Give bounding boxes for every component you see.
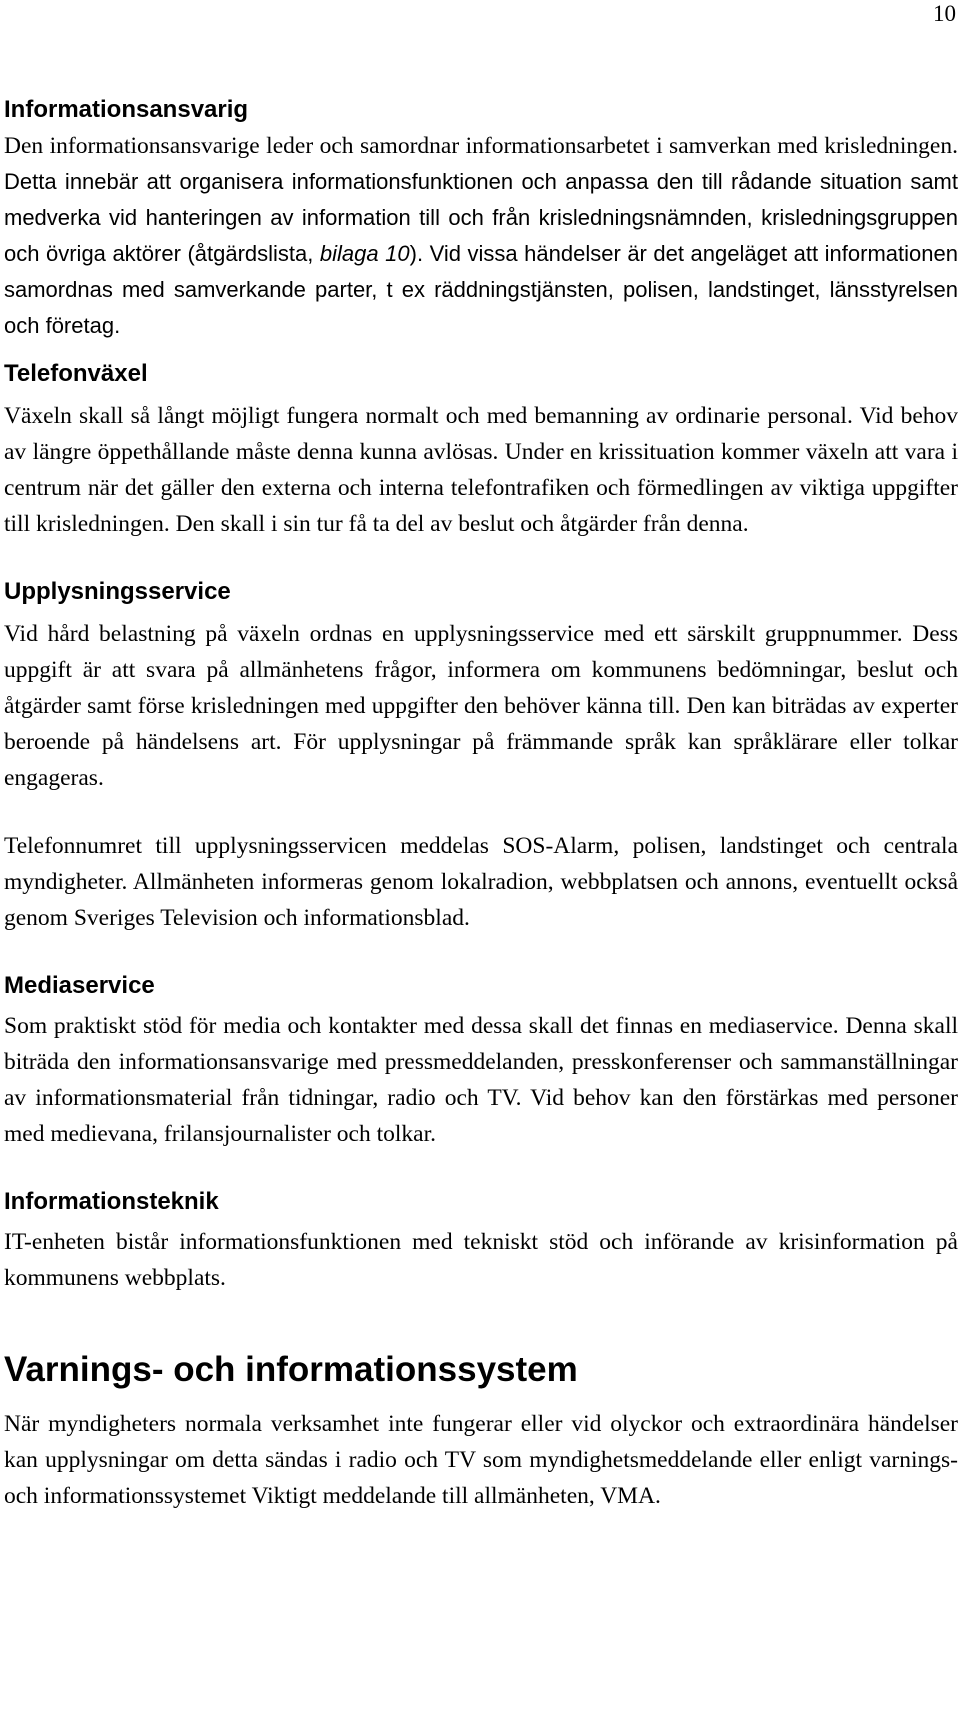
section-heading: Informationsteknik [4,1188,219,1215]
section-heading: Mediaservice [4,972,155,999]
section-telefonvaxel [4,356,958,542]
section-upplysningsservice [4,574,958,936]
section-paragraph: Växeln skall så långt möjligt fungera normalt och med bemanning av ordinarie personal. Vid behov av längre öppethållande måste denna kunna avlösas. Under en krissituation kommer växeln att vara i centrum när det gäller den externa och interna telefontrafiken och förmedlingen av viktiga uppgifter till krisledningen. Den skall i sin tur få ta del av beslut och åtgärder från denna. [4,403,958,537]
page-content [4,92,958,1514]
spacer [4,1152,958,1184]
spacer [4,796,958,828]
spacer [4,1296,958,1348]
section-paragraph: IT-enheten bistår informationsfunktionen med tekniskt stöd och införande av krisinformation på kommunens webbplats. [4,1229,958,1291]
section-paragraph [4,128,958,344]
section-heading: Informationsansvarig [4,96,249,123]
section-paragraph: Telefonnumret till upplysningsservicen meddelas SOS-Alarm, polisen, landstinget och centrala myndigheter. Allmänheten informeras genom lokalradion, webbplatsen och annons, eventuellt också genom Sveriges Television och informationsblad. [4,833,958,931]
spacer [4,542,958,574]
paragraph-text-serif: Den informationsansvarige leder och samordnar informationsarbetet i samverkan med krisledningen. [4,133,958,159]
paragraph-text-sans: Detta innebär att organisera informationsfunktionen och anpassa den till rådande situation samt medverka vid hanteringen av information till och från krisledningsnämnden, krisledningsgruppen och övriga aktörer (åtgärdslista, [4,169,958,266]
section-varningssystem [4,1348,958,1514]
page-number: 10 [933,1,956,26]
spacer [4,344,958,356]
section-paragraph: Som praktiskt stöd för media och kontakter med dessa skall det finnas en mediaservice. Denna skall biträda den informationsansvarige med pressmeddelanden, presskonferenser och sammanställningar av informationsmaterial från tidningar, radio och TV. Vid behov kan den förstärkas med personer med medievana, frilansjournalister och tolkar. [4,1013,958,1147]
appendix-reference: bilaga 10 [319,241,410,266]
section-informationsteknik [4,1184,958,1296]
section-paragraph: Vid hård belastning på växeln ordnas en upplysningsservice med ett särskilt gruppnummer. Dess uppgift är att svara på allmänhetens frågor, informera om kommunens bedömningar, beslut och åtgärder samt förse krisledningen med uppgifter den behöver känna till. Den kan biträdas av experter beroende på händelsens art. För upplysningar på främmande språk kan språklärare eller tolkar engageras. [4,621,958,791]
section-mediaservice [4,968,958,1152]
chapter-heading: Varnings- och informationssystem [4,1350,578,1389]
section-heading: Telefonväxel [4,360,148,387]
spacer [4,936,958,968]
section-paragraph: När myndigheters normala verksamhet inte fungerar eller vid olyckor och extraordinära händelser kan upplysningar om detta sändas i radio och TV som myndighetsmeddelande eller enligt varnings- och informationssystemet Viktigt meddelande till allmänheten, VMA. [4,1411,958,1509]
paragraph-text-sans-continued: ). Vid vissa händelser är det angeläget att informationen samordnas med samverkande parter, t ex räddningstjänsten, polisen, landstinget, länsstyrelsen och företag. [4,241,958,338]
section-informationsansvarig [4,92,958,344]
section-heading: Upplysningsservice [4,578,231,605]
